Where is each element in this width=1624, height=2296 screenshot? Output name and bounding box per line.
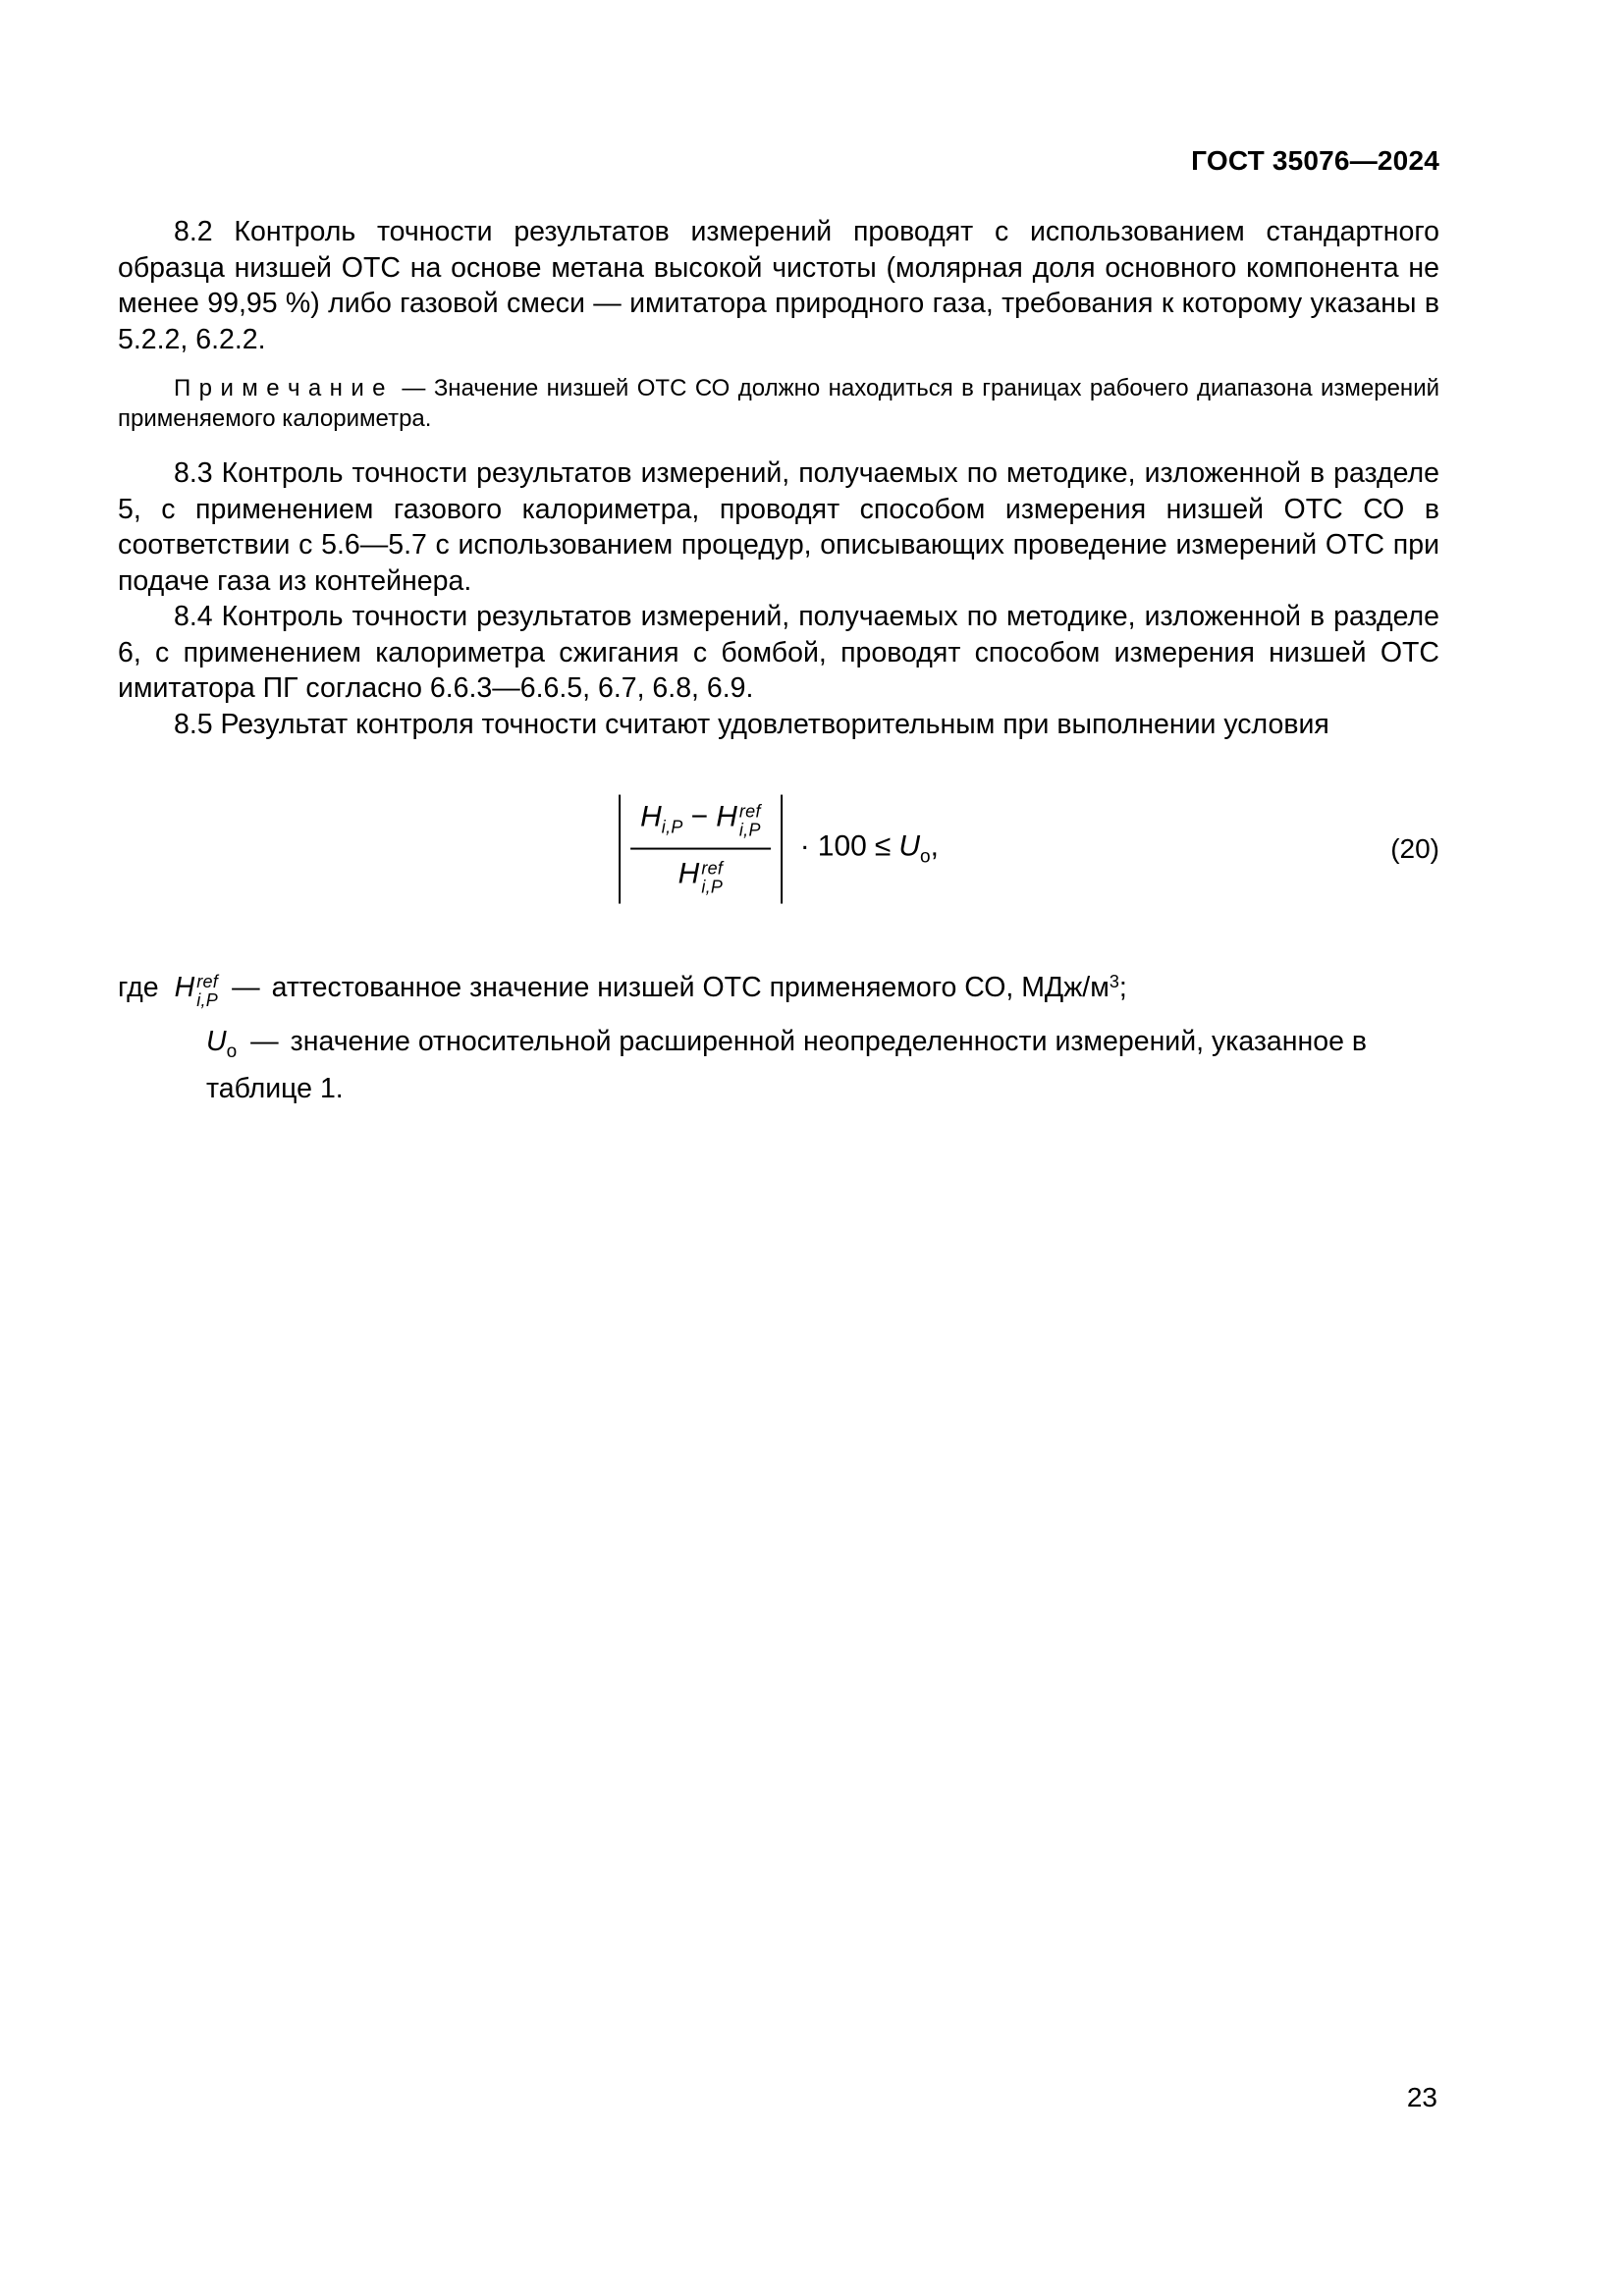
where-term1-superscript: 3 [1109,972,1119,991]
where-var-u: U [206,1026,227,1058]
where-var-h-sup: ref [196,971,219,991]
var-u: U [898,829,920,863]
where-var-h-sub: i,P [196,990,219,1010]
page-number: 23 [1406,2082,1437,2112]
note-label: П р и м е ч а н и е [174,375,386,401]
var-h2-sub: i,P [738,820,761,840]
fraction [630,801,771,898]
var-h2-sup: ref [738,801,761,822]
where-term1-end: ; [1118,972,1127,1003]
paragraph-8-2: 8.2 Контроль точности результатов измерений проводят с использованием стандартного образца низшей ОТС на основе метана высокой чистоты (молярная доля основного компонента не менее 99,95 %) либо газовой смеси — имитатора природного газа, требования к которому указаны в 5.2.2, 6.2.2. [118,216,1439,355]
fraction-denominator [678,850,724,897]
note-text: — Значение низшей ОТС СО должно находиться в границах рабочего диапазона измерений применяемого калориметра. [118,375,1439,432]
var-h3-subsup [701,860,723,898]
paragraph-8-3: 8.3 Контроль точности результатов измерений, получаемых по методике, изложенной в разделе 5, с применением газового калориметра, проводят способом измерения низшей ОТС СО в соответствии с 5.6—5.7 с использованием процедур, описывающих проведение измерений ОТС при подаче газа из контейнера. [118,457,1439,597]
var-h3-sub: i,P [701,878,724,897]
var-h1: H [640,800,662,833]
document-content [118,214,1439,1106]
multiplier-100: 100 [817,829,867,863]
note-paragraph [118,373,1439,434]
var-h2-subsup [739,802,761,840]
where-term1-text: аттестованное значение низшей ОТС применяемого СО, МДж/м [271,972,1110,1003]
where-term2-text: значение относительной расширенной неопределенности измерений, указанное в таблице 1. [206,1026,1368,1104]
var-h3: H [677,858,700,890]
where-var-h: H [174,972,195,1003]
where-intro: где [118,972,159,1003]
formula-20 [118,775,1439,923]
var-u-sub: о [919,846,931,868]
var-h3-sup: ref [701,858,724,879]
fraction-numerator [630,801,771,850]
formula-comma: , [930,829,939,863]
absolute-value-group [619,795,783,904]
var-h1-sub: i,P [661,817,683,837]
paragraph-8-4: 8.4 Контроль точности результатов измерений, получаемых по методике, изложенной в разделе 6, с применением калориметра сжигания с бомбой, проводят способом измерения низшей ОТС имитатора ПГ согласно 6.6.3—6.6.5, 6.7, 6.8, 6.9. [118,601,1439,704]
var-h2: H [716,800,737,833]
where-var-u-sub: о [226,1041,238,1063]
dot-operator: · [799,829,810,863]
formula-expression [619,795,939,904]
where-term1-math [174,971,219,1010]
where-term-2 [206,1024,1439,1106]
where-term2-dash: — [250,1026,279,1058]
equation-number: (20) [1390,833,1439,864]
where-term-1 [118,964,1439,1010]
minus-operator: − [690,800,709,833]
formula-rhs [792,830,939,869]
where-term1-dash: — [232,972,260,1003]
where-block [118,964,1439,1106]
doc-code-header: ГОСТ 35076—2024 [1191,145,1439,176]
paragraph-8-5: 8.5 Результат контроля точности считают удовлетворительным при выполнении условия [174,708,1329,740]
leq-operator: ≤ [874,829,892,863]
where-var-h-subsup [196,973,218,1011]
